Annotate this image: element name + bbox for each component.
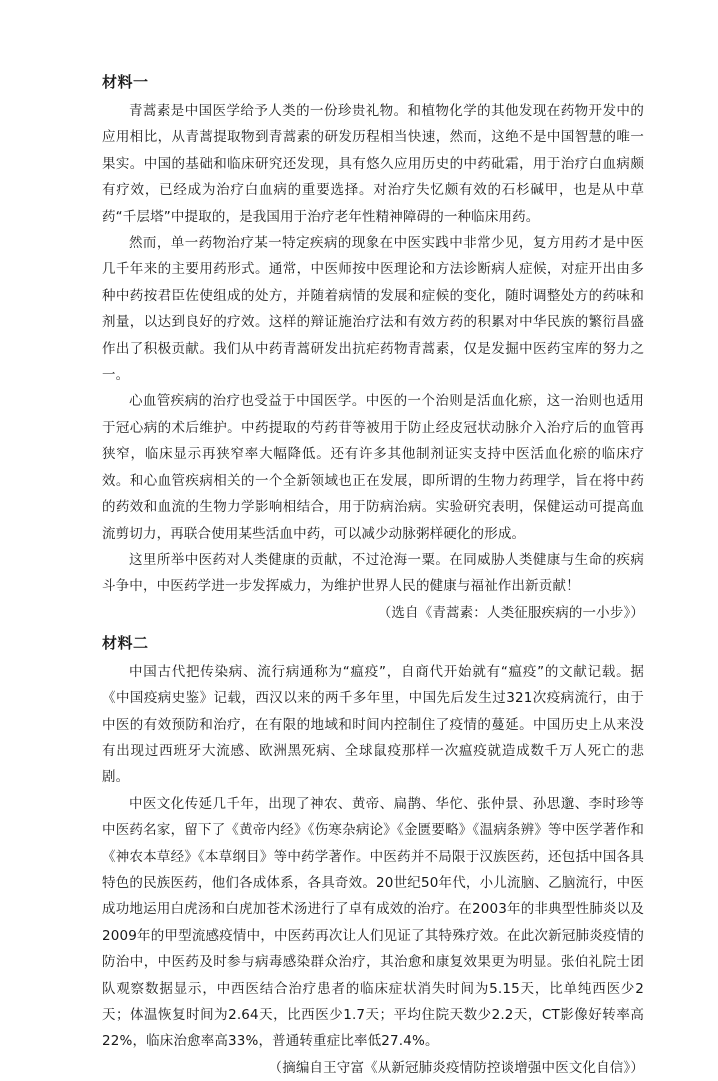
section-divider — [102, 626, 644, 634]
material-one-paragraph-1: 青蒿素是中国医学给予人类的一份珍贵礼物。和植物化学的其他发现在药物开发中的应用相比，从青蒿提取物到青蒿素的研发历程相当快速，然而，这绝不是中国智慧的唯一果实。中国的基础和临床研究还发现，具有悠久应用历史的中药砒霜，用于治疗白血病颇有疗效，已经成为治疗白血病的重要选择。对治疗失忆颇有效的石杉碱甲，也是从中草药“千层塔”中提取的，是我国用于治疗老年性精神障碍的一种临床用药。 — [102, 103, 644, 225]
material-two-paragraph-2: 中医文化传延几千年，出现了神农、黄帝、扁鹊、华佗、张仲景、孙思邈、李时珍等中医药名家，留下了《黄帝内经》《伤寒杂病论》《金匮要略》《温病条辨》等中医学著作和《神农本草经》《本草纲目》等中药学著作。中医药并不局限于汉族医药，还包括中国各具特色的民族医药，他们各成体系，各具奇效。20世纪50年代，小儿流脑、乙脑流行，中医成功地运用白虎汤和白虎加苍术汤进行了卓有成效的治疗。在2003年的非典型性肺炎以及2009年的甲型流感疫情中，中医药再次让人们见证了其特殊疗效。在此次新冠肺炎疫情的防治中，中医药及时参与病毒感染群众治疗，其治愈和康复效果更为明显。张伯礼院士团队观察数据显示，中西医结合治疗患者的临床症状消失时间为5.15天，比单纯西医少2天；体温恢复时间为2.64天，比西医少1.7天；平均住院天数少2.2天，CT影像好转率高22%，临床治愈率高33%，普通转重症比率低27.4%。 — [102, 795, 644, 1050]
document-page — [102, 73, 644, 1081]
material-one-paragraph-2: 然而，单一药物治疗某一特定疾病的现象在中医实践中非常少见，复方用药才是中医几千年来的主要用药形式。通常，中医师按中医理论和方法诊断病人症候，对症开出由多种中药按君臣佐使组成的处方，并随着病情的发展和症候的变化，随时调整处方的药味和剂量，以达到良好的疗效。这样的辩证施治疗法和有效方药的积累对中华民族的繁衍昌盛作出了积极贡献。我们从中药青蒿研发出抗疟药物青蒿素，仅是发掘中医药宝库的努力之一。 — [102, 235, 644, 384]
material-one-paragraph-4: 这里所举中医药对人类健康的贡献，不过沧海一粟。在同威胁人类健康与生命的疾病斗争中，中医药学进一步发挥威力，为维护世界人民的健康与福祉作出新贡献！ — [102, 551, 644, 595]
material-two-paragraph-1: 中国古代把传染病、流行病通称为“瘟疫”，自商代开始就有“瘟疫”的文献记载。据《中国疫病史鉴》记载，西汉以来的两千多年里，中国先后发生过321次疫病流行，由于中医的有效预防和治疗，在有限的地域和时间内控制住了疫情的蔓延。中国历史上从来没有出现过西班牙大流感、欧洲黑死病、全球鼠疫那样一次瘟疫就造成数千万人死亡的悲剧。 — [102, 663, 644, 786]
material-two-source: （摘编自王守富《从新冠肺炎疫情防控谈增强中医文化自信》） — [268, 1059, 644, 1076]
material-one-heading: 材料一 — [102, 73, 149, 91]
material-one-paragraph-3: 心血管疾病的治疗也受益于中国医学。中医的一个治则是活血化瘀，这一治则也适用于冠心病的术后维护。中药提取的芍药苷等被用于防止经皮冠状动脉介入治疗后的血管再狭窄，临床显示再狭窄率大幅降低。还有许多其他制剂证实支持中医活血化瘀的临床疗效。和心血管疾病相关的一个全新领域也正在发展，即所谓的生物力药理学，旨在将中药的药效和血流的生物力学影响相结合，用于防病治病。实验研究表明，保健运动可提高血流剪切力，再联合使用某些活血中药，可以减少动脉粥样硬化的形成。 — [102, 393, 644, 542]
material-two-section — [102, 634, 644, 1081]
material-two-heading: 材料二 — [102, 633, 149, 652]
material-one-source: （选自《青蒿素：人类征服疾病的一小步》） — [377, 604, 644, 621]
material-one-section — [102, 73, 644, 626]
